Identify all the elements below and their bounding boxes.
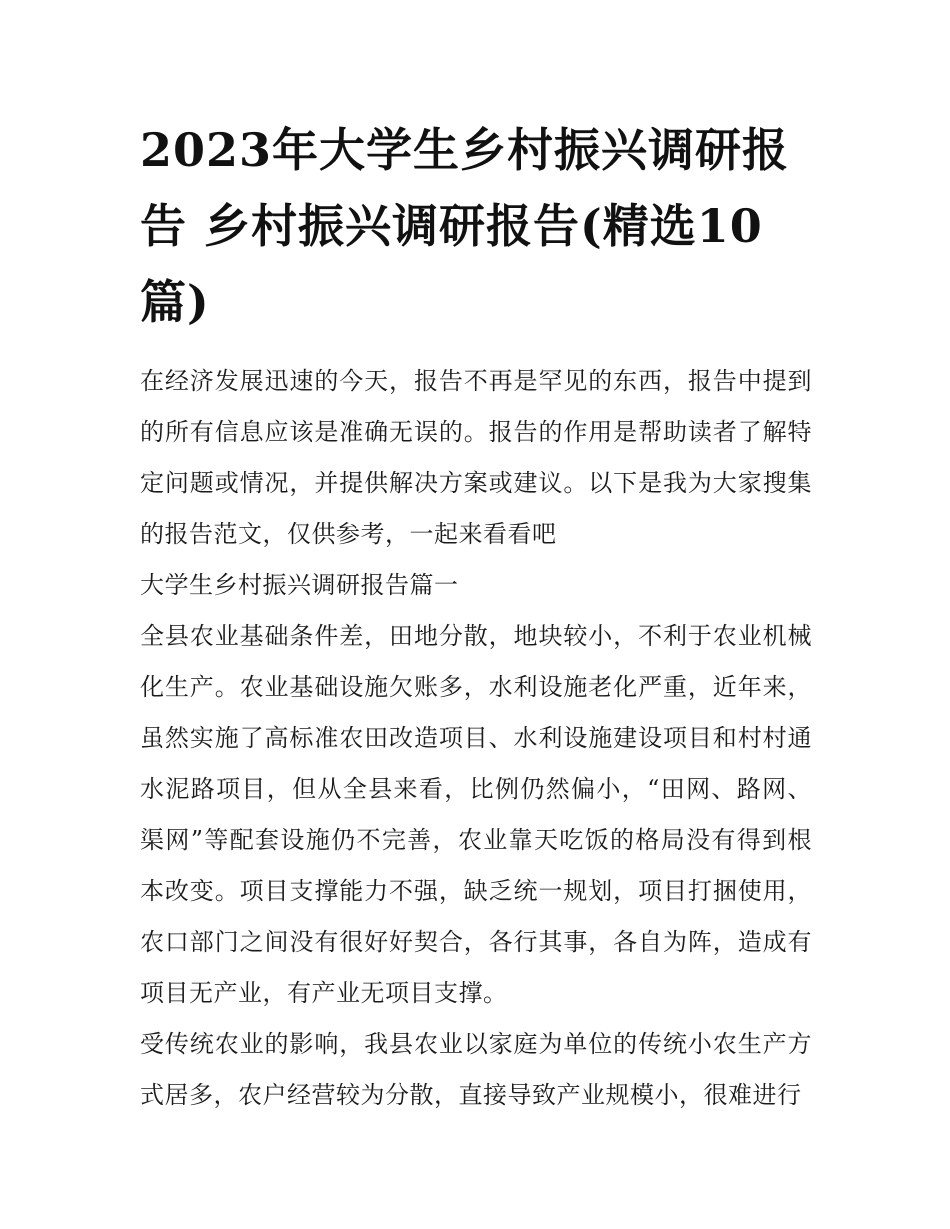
- document-title: 2023年大学生乡村振兴调研报告 乡村振兴调研报告(精选10篇): [140, 123, 790, 329]
- intro-paragraph: 在经济发展迅速的今天，报告不再是罕见的东西，报告中提到的所有信息应该是准确无误的。报告的作用是帮助读者了解特定问题或情况，并提供解决方案或建议。以下是我为大家搜集的报告范文，仅供参考，一起来看看吧: [140, 367, 812, 548]
- body-paragraph: 全县农业基础条件差，田地分散，地块较小，不利于农业机械化生产。农业基础设施欠账多，水利设施老化严重，近年来，虽然实施了高标准农田改造项目、水利设施建设项目和村村通水泥路项目，但从全县来看，比例仍然偏小，“田网、路网、渠网”等配套设施仍不完善，农业靠天吃饭的格局没有得到根本改变。项目支撑能力不强，缺乏统一规划，项目打捆使用，农口部门之间没有很好好契合，各行其事，各自为阵，造成有项目无产业，有产业无项目支撑。: [140, 622, 812, 1007]
- body-paragraph: 受传统农业的影响，我县农业以家庭为单位的传统小农生产方式居多，农户经营较为分散，直接导致产业规模小，很难进行: [140, 1030, 812, 1109]
- document-body: [140, 356, 812, 1121]
- section-heading: 大学生乡村振兴调研报告篇一: [140, 571, 459, 599]
